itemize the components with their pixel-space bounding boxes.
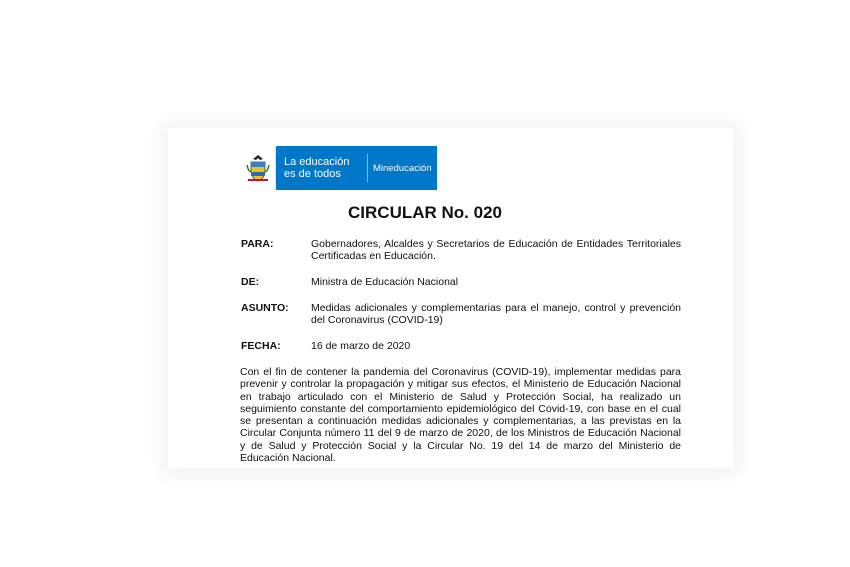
asunto-label: ASUNTO:: [241, 302, 289, 314]
logo-tagline: [276, 156, 362, 180]
circular-title: CIRCULAR No. 020: [348, 203, 502, 222]
coat-of-arms-icon: [241, 146, 276, 190]
asunto-value: Medidas adicionales y complementarias para el manejo, control y prevención del Coronavirus (COVID-19): [311, 302, 681, 326]
fecha-value: 16 de marzo de 2020: [311, 340, 411, 352]
logo-line-2: es de todos: [284, 168, 341, 180]
de-value: Ministra de Educación Nacional: [311, 276, 459, 288]
mineducacion-logo: [241, 146, 437, 190]
body-paragraph: Con el fin de contener la pandemia del Coronavirus (COVID-19), implementar medidas para prevenir y controlar la propagación y mitigar sus efectos, el Ministerio de Educación Nacional en trabajo articulado con el Ministerio de Salud y Protección Social, ha realizado un seguimiento constante del comportamiento epidemiológico del Covid-19, con base en el cual se presentan a continuación medidas adicionales y complementarias, a las previstas en la Circular Conjunta número 11 del 9 de marzo de 2020, de los Ministros de Educación Nacional y de Salud y Protección Social y la Circular No. 19 del 14 de marzo del Ministerio de Educación Nacional.: [240, 366, 681, 465]
de-label: DE:: [241, 276, 260, 288]
logo-line-1: La educación: [284, 156, 350, 168]
fecha-label: FECHA:: [241, 340, 281, 352]
logo-ministry-name: Mineducación: [373, 162, 432, 174]
para-value: Gobernadores, Alcaldes y Secretarios de Educación de Entidades Territoriales Certificadas en Educación.: [311, 238, 681, 262]
logo-divider: [367, 154, 368, 182]
para-label: PARA:: [241, 238, 274, 250]
